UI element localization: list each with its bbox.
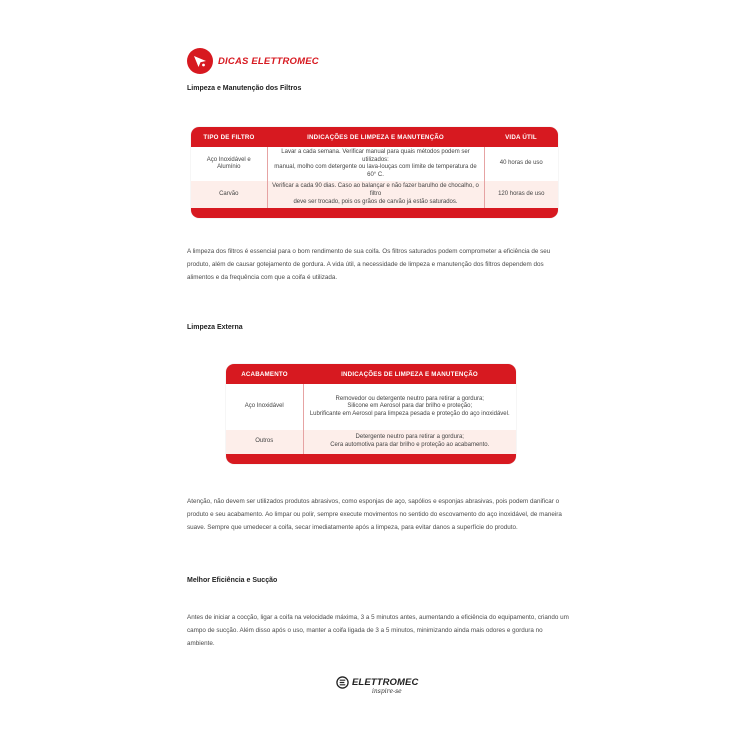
- tips-badge: [187, 48, 319, 74]
- finish-type: Aço Inoxidável: [226, 384, 303, 430]
- elettromec-logo-icon: [336, 676, 349, 689]
- table-row: [226, 384, 516, 430]
- column-header: TIPO DE FILTRO: [191, 127, 267, 147]
- logo-name: ELETTROMEC: [352, 677, 419, 688]
- filters-paragraph: A limpeza dos filtros é essencial para o bom rendimento de sua coifa. Os filtros saturados podem comprometer a eficiência de seu produto, além de causar gotejamento de gordura. A vida útil, a necessidade de limpeza e manutenção dos filtros dependem dos alimentos e da frequência com que a coifa é utilizada.: [187, 248, 551, 281]
- filter-type: Carvão: [191, 181, 267, 208]
- efficiency-paragraph: Antes de iniciar a cocção, ligar a coifa na velocidade máxima, 3 a 5 minutos antes, aumentando a eficiência do equipamento, criando um campo de sucção. Além disso após o uso, manter a coifa ligada de 3 a 5 minutos, minimizando ainda mais odores e gordura no ambiente.: [187, 614, 569, 647]
- efficiency-section-title: Melhor Eficiência e Sucção: [187, 577, 278, 584]
- table-row: [191, 147, 558, 181]
- table-footer-band: [191, 208, 558, 218]
- filter-life: 120 horas de uso: [484, 181, 558, 208]
- logo-tagline: inspire-se: [372, 688, 402, 695]
- tip-pointer-icon: [187, 48, 213, 74]
- column-header: ACABAMENTO: [226, 364, 303, 384]
- external-section-title: Limpeza Externa: [187, 324, 243, 331]
- filters-section-title: Limpeza e Manutenção dos Filtros: [187, 85, 302, 92]
- column-header: INDICAÇÕES DE LIMPEZA E MANUTENÇÃO: [303, 364, 516, 384]
- external-header-row: [226, 364, 516, 384]
- filter-type: Aço Inoxidável e Alumínio: [191, 147, 267, 181]
- finish-type: Outros: [226, 430, 303, 454]
- elettromec-logo: [336, 676, 420, 706]
- table-footer-band: [226, 454, 516, 464]
- finish-instructions: Removedor ou detergente neutro para retirar a gordura; Silicone em Aerosol para dar brilho e proteção; Lubrificante em Aerosol para limpeza pesada e proteção do aço inoxidável.: [309, 395, 510, 417]
- table-row: [191, 181, 558, 208]
- external-paragraph: Atenção, não devem ser utilizados produtos abrasivos, como esponjas de aço, sapólios e esponjas abrasivas, pois podem danificar o produto e seu acabamento. Ao limpar ou polir, sempre execute movimentos no sentido do escovamento do aço inoxidável, de maneira suave. Sempre que umedecer a coifa, secar imediatamente após a limpeza, para evitar danos a superfície do produto.: [187, 498, 562, 531]
- column-header: VIDA ÚTIL: [484, 127, 558, 147]
- filter-instructions: Verificar a cada 90 dias. Caso ao balançar e não fazer barulho de chocalho, o filtro deve ser trocado, pois os grãos de carvão já estão saturados.: [267, 181, 484, 208]
- filter-instructions: Lavar a cada semana. Verificar manual para quais métodos podem ser utilizados: manual, molho com detergente ou lava-louças com limite de temperatura de 60° C.: [267, 147, 484, 181]
- finish-instructions: Detergente neutro para retirar a gordura; Cera automotiva para dar brilho e proteção ao acabamento.: [303, 430, 516, 454]
- column-header: INDICAÇÕES DE LIMPEZA E MANUTENÇÃO: [267, 127, 484, 147]
- table-row: [226, 430, 516, 454]
- external-table: [226, 364, 516, 464]
- filters-table: [191, 127, 558, 218]
- badge-label: DICAS ELETTROMEC: [218, 55, 319, 67]
- filters-header-row: [191, 127, 558, 147]
- filter-life: 40 horas de uso: [499, 160, 543, 167]
